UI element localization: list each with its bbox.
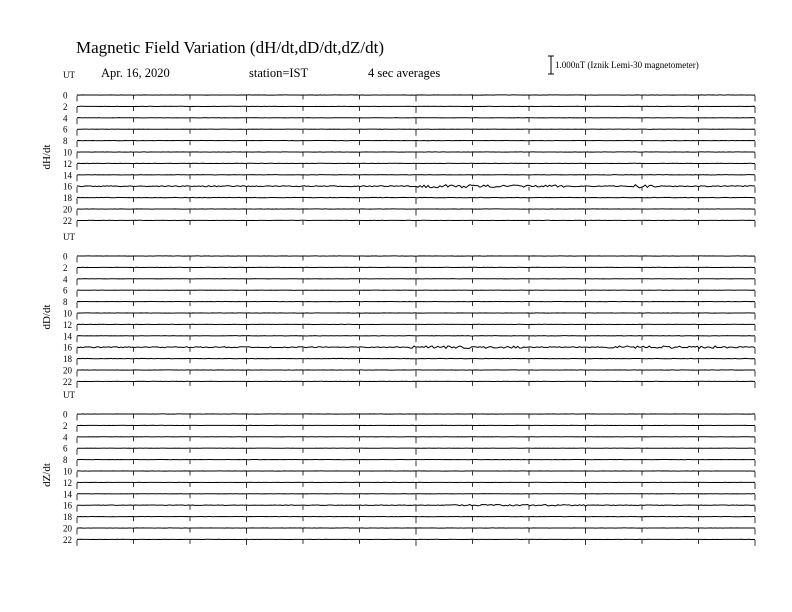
trace-ticks — [77, 141, 755, 147]
trace-ticks — [77, 348, 755, 354]
hour-label: 10 — [63, 308, 72, 319]
ut-axis-label: UT — [63, 232, 75, 242]
hour-label: 8 — [63, 455, 68, 466]
hour-label: 14 — [63, 331, 72, 342]
hour-label: 2 — [63, 420, 68, 431]
trace-ticks — [77, 221, 755, 227]
hour-label: 10 — [63, 147, 72, 158]
panel-ylabel: dD/dt — [41, 304, 53, 330]
hour-label: 12 — [63, 477, 72, 488]
trace-ticks — [77, 164, 755, 170]
hour-label: 0 — [63, 90, 68, 101]
hour-label: 18 — [63, 193, 72, 204]
trace-line — [77, 505, 755, 506]
trace-ticks — [77, 107, 755, 113]
trace-ticks — [77, 382, 755, 388]
hour-label: 8 — [63, 297, 68, 308]
hour-label: 8 — [63, 136, 68, 147]
chart-title: Magnetic Field Variation (dH/dt,dD/dt,dZ/dt) — [76, 38, 385, 57]
trace-ticks — [77, 198, 755, 204]
hour-label: 6 — [63, 124, 68, 135]
trace-ticks — [77, 257, 755, 263]
hour-label: 16 — [63, 181, 72, 192]
hour-label: 12 — [63, 319, 72, 330]
trace-ticks — [77, 415, 755, 421]
panel-ylabel: dZ/dt — [41, 463, 53, 487]
trace-ticks — [77, 540, 755, 546]
trace-ticks — [77, 291, 755, 297]
hour-label: 14 — [63, 170, 72, 181]
hour-label: 20 — [63, 204, 72, 215]
trace-ticks — [77, 175, 755, 181]
scale-label: 1.000nT (Iznik Lemi-30 magnetometer) — [555, 60, 699, 70]
trace-ticks — [77, 336, 755, 342]
trace-ticks — [77, 460, 755, 466]
trace-ticks — [77, 494, 755, 500]
trace-ticks — [77, 359, 755, 365]
hour-label: 0 — [63, 409, 68, 420]
hour-label: 2 — [63, 262, 68, 273]
trace-ticks — [77, 279, 755, 285]
station-label: station=IST — [249, 66, 309, 80]
hour-label: 6 — [63, 285, 68, 296]
hour-label: 16 — [63, 500, 72, 511]
hour-label: 4 — [63, 432, 68, 443]
trace-ticks — [77, 210, 755, 216]
trace-ticks — [77, 437, 755, 443]
panel-ylabel: dH/dt — [41, 144, 53, 170]
trace-ticks — [77, 506, 755, 512]
ut-axis-label: UT — [63, 70, 75, 80]
scale-bar — [548, 56, 554, 74]
hour-label: 2 — [63, 101, 68, 112]
trace-ticks — [77, 472, 755, 478]
hour-label: 22 — [63, 534, 72, 545]
hour-label: 12 — [63, 158, 72, 169]
trace-ticks — [77, 517, 755, 523]
hour-label: 20 — [63, 523, 72, 534]
trace-ticks — [77, 96, 755, 102]
averages-label: 4 sec averages — [368, 66, 441, 80]
trace-ticks — [77, 302, 755, 308]
hour-label: 20 — [63, 365, 72, 376]
hour-label: 18 — [63, 512, 72, 523]
trace-ticks — [77, 268, 755, 274]
trace-ticks — [77, 371, 755, 377]
trace-ticks — [77, 118, 755, 124]
hour-label: 0 — [63, 251, 68, 262]
hour-label: 4 — [63, 113, 68, 124]
hour-label: 18 — [63, 354, 72, 365]
hour-label: 6 — [63, 443, 68, 454]
hour-label: 16 — [63, 342, 72, 353]
trace-ticks — [77, 153, 755, 159]
ut-axis-label: UT — [63, 390, 75, 400]
trace-ticks — [77, 426, 755, 432]
trace-ticks — [77, 449, 755, 455]
trace-ticks — [77, 325, 755, 331]
trace-ticks — [77, 483, 755, 489]
trace-ticks — [77, 187, 755, 193]
hour-label: 22 — [63, 215, 72, 226]
hour-label: 10 — [63, 466, 72, 477]
trace-ticks — [77, 130, 755, 136]
trace-ticks — [77, 314, 755, 320]
hour-label: 22 — [63, 376, 72, 387]
hour-label: 14 — [63, 489, 72, 500]
date-label: Apr. 16, 2020 — [101, 66, 170, 80]
trace-ticks — [77, 529, 755, 535]
hour-label: 4 — [63, 274, 68, 285]
